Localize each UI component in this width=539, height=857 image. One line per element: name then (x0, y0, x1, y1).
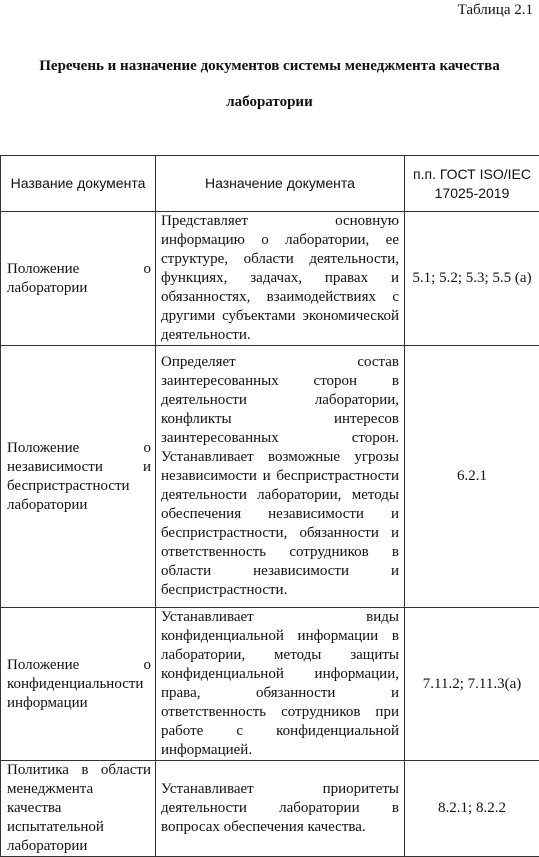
document-name-cell: Положение о лаборатории (1, 212, 156, 346)
document-name-cell: Политика в области менеджмента качества испытательной лаборатории (1, 761, 156, 857)
table-header-row (1, 156, 539, 212)
header-standard-reference: п.п. ГОСТ ISO/IEC 17025-2019 (405, 156, 539, 212)
document-purpose-cell: Устанавливает приоритеты деятельности лаборатории в вопросах обеспечения качества. (156, 761, 405, 857)
table-row (1, 608, 539, 761)
table-row (1, 761, 539, 857)
document-name-cell: Положение о конфиденциальности информации (1, 608, 156, 761)
standard-reference-cell: 5.1; 5.2; 5.3; 5.5 (а) (405, 212, 539, 346)
table-caption: Таблица 2.1 (458, 2, 533, 19)
header-document-name: Название документа (1, 156, 156, 212)
table-row (1, 346, 539, 608)
standard-reference-cell: 8.2.1; 8.2.2 (405, 761, 539, 857)
table-row (1, 212, 539, 346)
document-name-cell: Положение о независимости и беспристрастности лаборатории (1, 346, 156, 608)
header-document-purpose: Назначение документа (156, 156, 405, 212)
documents-table (0, 155, 539, 857)
standard-reference-cell: 7.11.2; 7.11.3(а) (405, 608, 539, 761)
document-purpose-cell: Устанавливает виды конфиденциальной информации в лаборатории, методы защиты конфиденциальной информации, права, обязанности и ответственность сотрудников при работе с конфиденциальной информацией. (156, 608, 405, 761)
document-purpose-cell: Определяет состав заинтересованных сторон в деятельности лаборатории, конфликты интересов заинтересованных сторон. Устанавливает возможные угрозы независимости и беспристрастности деятельности лаборатории, методы обеспечения независимости и беспристрастности, обязанности и ответственность сотрудников в области независимости и беспристрастности. (156, 346, 405, 608)
standard-reference-cell: 6.2.1 (405, 346, 539, 608)
document-title: Перечень и назначение документов системы менеджмента качества лаборатории (8, 48, 531, 120)
document-purpose-cell: Представляет основную информацию о лаборатории, ее структуре, области деятельности, функциях, задачах, правах и обязанностях, взаимодействиях с другими субъектами экономической деятельности. (156, 212, 405, 346)
